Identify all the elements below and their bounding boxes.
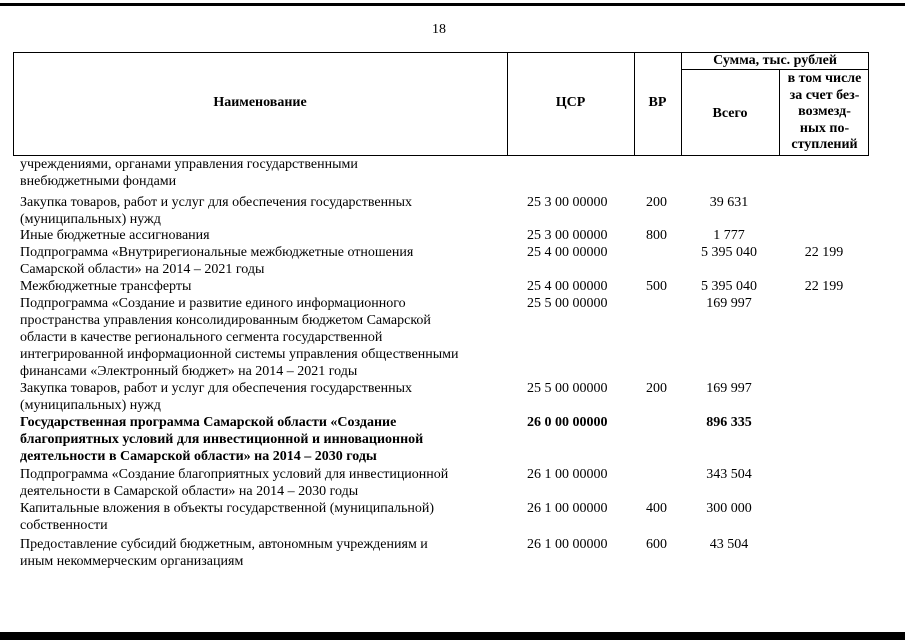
row-csr: 25 4 00 00000: [527, 245, 608, 260]
row-total: 43 504: [709, 537, 749, 552]
row-total: 896 335: [706, 415, 752, 430]
row-csr: 25 5 00 00000: [527, 381, 608, 396]
header-vr: ВР: [648, 95, 667, 110]
row-free: 22 199: [804, 279, 844, 294]
top-rule: [0, 3, 905, 6]
row-free: 22 199: [804, 245, 844, 260]
row-csr: 25 3 00 00000: [527, 228, 608, 243]
row-total: 39 631: [709, 195, 749, 210]
header-sum-divider: [681, 69, 869, 70]
row-total: 300 000: [706, 501, 752, 516]
row-csr: 26 1 00 00000: [527, 467, 608, 482]
row-vr: 200: [646, 381, 667, 396]
row-name: Предоставление субсидий бюджетным, автономным учреждениям и иным некоммерческим организациям: [20, 537, 428, 569]
header-sum: Сумма, тыс. рублей: [713, 53, 837, 68]
row-total: 343 504: [706, 467, 752, 482]
header-name: Наименование: [213, 95, 307, 110]
row-name: Подпрограмма «Создание благоприятных условий для инвестиционной деятельности в Самарской области» на 2014 – 2030 годы: [20, 467, 449, 499]
table-header: [13, 52, 869, 156]
row-name: Межбюджетные трансферты: [20, 279, 192, 294]
row-csr: 25 5 00 00000: [527, 296, 608, 311]
row-name: Государственная программа Самарской области «Создание благоприятных условий для инвестиционной и инновационной деятельности в Самарской области» на 2014 – 2030 годы: [20, 415, 424, 464]
row-csr: 25 3 00 00000: [527, 195, 608, 210]
row-vr: 500: [646, 279, 667, 294]
row-total: 5 395 040: [701, 279, 757, 294]
header-free: в том числе за счет без- возмезд- ных по- ступлений: [787, 71, 862, 152]
row-vr: 400: [646, 501, 667, 516]
row-name: Подпрограмма «Внутрирегиональные межбюджетные отношения Самарской области» на 2014 – 2021 годы: [20, 245, 414, 277]
row-name: Капитальные вложения в объекты государственной (муниципальной) собственности: [20, 501, 435, 533]
row-vr: 200: [646, 195, 667, 210]
row-total: 169 997: [706, 296, 752, 311]
row-name: Иные бюджетные ассигнования: [20, 228, 210, 243]
row-csr: 26 1 00 00000: [527, 537, 608, 552]
row-total: 1 777: [713, 228, 745, 243]
row-total: 169 997: [706, 381, 752, 396]
row-name: Закупка товаров, работ и услуг для обеспечения государственных (муниципальных) нужд: [20, 381, 413, 413]
page-number: 18: [432, 22, 446, 37]
row-name: Закупка товаров, работ и услуг для обеспечения государственных (муниципальных) нужд: [20, 195, 413, 227]
row-name: Подпрограмма «Создание и развитие единого информационного пространства управления консолидированным бюджетом Самарской области в качестве регионального сегмента государственной интегрированной информационной системы управления общественными финансами «Электронный бюджет» на 2014 – 2021 годы: [20, 296, 459, 379]
row-csr: 26 1 00 00000: [527, 501, 608, 516]
header-total: Всего: [712, 106, 748, 121]
row-name: учреждениями, органами управления государственными внебюджетными фондами: [20, 157, 358, 189]
header-csr: ЦСР: [555, 95, 586, 110]
row-vr: 800: [646, 228, 667, 243]
row-csr: 26 0 00 00000: [527, 415, 608, 430]
row-csr: 25 4 00 00000: [527, 279, 608, 294]
bottom-rule: [0, 632, 905, 640]
row-total: 5 395 040: [701, 245, 757, 260]
row-vr: 600: [646, 537, 667, 552]
